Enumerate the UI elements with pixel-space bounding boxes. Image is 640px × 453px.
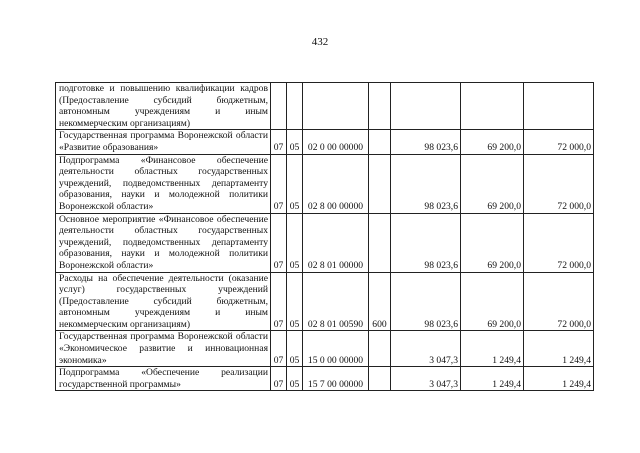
row-name: подготовке и повышению квалификации кадров (Предоставление субсидий бюджетным, автономным учреждениям и иным некоммерческим организациям) bbox=[56, 83, 271, 130]
subsection-code bbox=[287, 83, 303, 130]
table-row bbox=[56, 331, 594, 367]
amount-year-1: 3 047,3 bbox=[391, 331, 461, 367]
row-name: Государственная программа Воронежской области «Экономическое развитие и инновационная экономика» bbox=[56, 331, 271, 367]
section-code bbox=[271, 83, 287, 130]
amount-year-2: 69 200,0 bbox=[461, 213, 524, 272]
amount-year-3: 72 000,0 bbox=[524, 213, 594, 272]
row-name: Государственная программа Воронежской области «Развитие образования» bbox=[56, 130, 271, 154]
target-article-code: 02 0 00 00000 bbox=[303, 130, 369, 154]
target-article-code: 02 8 00 00000 bbox=[303, 154, 369, 213]
table-row bbox=[56, 367, 594, 391]
expense-type-code bbox=[369, 83, 391, 130]
section-code: 07 bbox=[271, 272, 287, 331]
amount-year-3: 72 000,0 bbox=[524, 272, 594, 331]
amount-year-1: 98 023,6 bbox=[391, 213, 461, 272]
amount-year-3: 1 249,4 bbox=[524, 331, 594, 367]
page-number: 432 bbox=[311, 36, 329, 48]
target-article-code: 15 7 00 00000 bbox=[303, 367, 369, 391]
amount-year-2: 1 249,4 bbox=[461, 331, 524, 367]
amount-year-3: 72 000,0 bbox=[524, 130, 594, 154]
amount-year-3: 72 000,0 bbox=[524, 154, 594, 213]
section-code: 07 bbox=[271, 154, 287, 213]
subsection-code: 05 bbox=[287, 272, 303, 331]
expense-type-code bbox=[369, 154, 391, 213]
subsection-code: 05 bbox=[287, 331, 303, 367]
amount-year-3: 1 249,4 bbox=[524, 367, 594, 391]
table-row bbox=[56, 213, 594, 272]
table-row bbox=[56, 130, 594, 154]
section-code: 07 bbox=[271, 367, 287, 391]
expense-type-code bbox=[369, 331, 391, 367]
amount-year-2: 69 200,0 bbox=[461, 272, 524, 331]
subsection-code: 05 bbox=[287, 154, 303, 213]
subsection-code: 05 bbox=[287, 367, 303, 391]
row-name: Основное мероприятие «Финансовое обеспечение деятельности областных государственных учреждений, подведомственных департаменту образования, науки и молодежной политики Воронежской области» bbox=[56, 213, 271, 272]
amount-year-2: 69 200,0 bbox=[461, 154, 524, 213]
amount-year-3 bbox=[524, 83, 594, 130]
amount-year-1: 98 023,6 bbox=[391, 272, 461, 331]
section-code: 07 bbox=[271, 331, 287, 367]
expense-type-code bbox=[369, 367, 391, 391]
subsection-code: 05 bbox=[287, 130, 303, 154]
subsection-code: 05 bbox=[287, 213, 303, 272]
amount-year-1 bbox=[391, 83, 461, 130]
amount-year-1: 98 023,6 bbox=[391, 130, 461, 154]
row-name: Расходы на обеспечение деятельности (оказание услуг) государственных учреждений (Предоставление субсидий бюджетным, автономным учреждениям и иным некоммерческим организациям) bbox=[56, 272, 271, 331]
row-name: Подпрограмма «Обеспечение реализации государственной программы» bbox=[56, 367, 271, 391]
amount-year-1: 3 047,3 bbox=[391, 367, 461, 391]
target-article-code: 02 8 01 00000 bbox=[303, 213, 369, 272]
section-code: 07 bbox=[271, 130, 287, 154]
amount-year-2: 1 249,4 bbox=[461, 367, 524, 391]
expense-type-code bbox=[369, 213, 391, 272]
table-row bbox=[56, 154, 594, 213]
target-article-code: 15 0 00 00000 bbox=[303, 331, 369, 367]
table-row bbox=[56, 272, 594, 331]
amount-year-1: 98 023,6 bbox=[391, 154, 461, 213]
table-row bbox=[56, 83, 594, 130]
section-code: 07 bbox=[271, 213, 287, 272]
target-article-code: 02 8 01 00590 bbox=[303, 272, 369, 331]
amount-year-2 bbox=[461, 83, 524, 130]
expense-type-code: 600 bbox=[369, 272, 391, 331]
target-article-code bbox=[303, 83, 369, 130]
amount-year-2: 69 200,0 bbox=[461, 130, 524, 154]
budget-table bbox=[55, 82, 594, 391]
row-name: Подпрограмма «Финансовое обеспечение деятельности областных государственных учреждений, подведомственных департаменту образования, науки и молодежной политики Воронежской области» bbox=[56, 154, 271, 213]
expense-type-code bbox=[369, 130, 391, 154]
